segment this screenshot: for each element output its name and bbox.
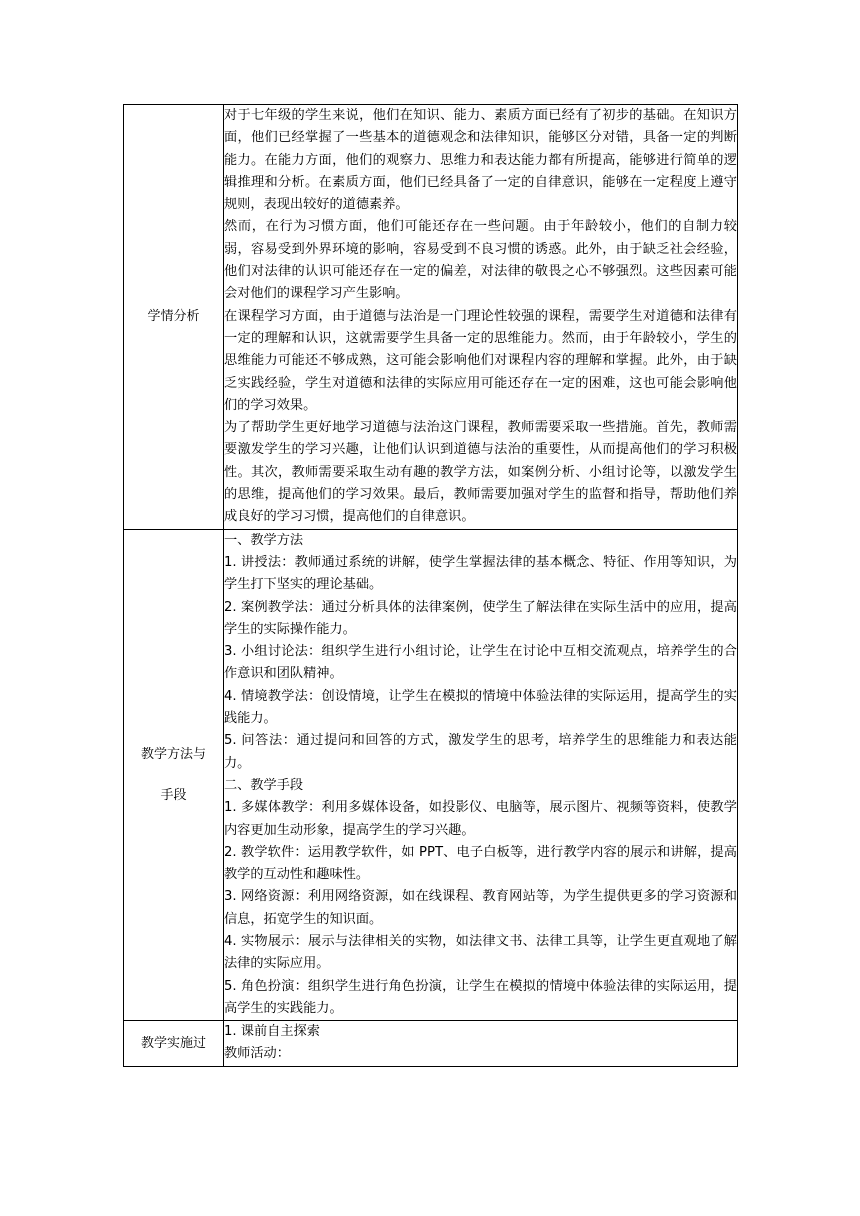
list-item: 1. 讲授法：教师通过系统的讲解，使学生掌握法律的基本概念、特征、作用等知识，为学生打下坚实的理论基础。 [224, 554, 737, 593]
list-item: 1. 多媒体教学：利用多媒体设备，如投影仪、电脑等，展示图片、视频等资料，使教学内容更加生动形象，提高学生的学习兴趣。 [224, 800, 737, 838]
teaching-methods-content [224, 529, 738, 1021]
student-analysis-content [224, 105, 738, 530]
list-item: 4. 实物展示：展示与法律相关的实物，如法律文书、法律工具等，让学生更直观地了解法律的实际应用。 [224, 933, 737, 972]
row-label-line: 手段 [160, 787, 187, 803]
paragraph: 对于七年级的学生来说，他们在知识、能力、素质方面已经有了初步的基础。在知识方面，他们已经掌握了一些基本的道德观念和法律知识，能够区分对错，具备一定的判断能力。在能力方面，他们的观察力、思维力和表达能力都有所提高，能够进行简单的逻辑推理和分析。在素质方面，他们已经具备了一定的自律意识，能够在一定程度上遵守规则，表现出较好的道德素养。 [224, 108, 737, 213]
list-item: 3. 网络资源：利用网络资源，如在线课程、教育网站等，为学生提供更多的学习资源和信息，拓宽学生的知识面。 [224, 889, 737, 927]
list-item: 教师活动： [224, 1046, 290, 1062]
paragraph: 然而，在行为习惯方面，他们可能还存在一些问题。由于年龄较小，他们的自制力较弱，容易受到外界环境的影响，容易受到不良习惯的诱惑。此外，由于缺乏社会经验，他们对法律的认识可能还存在一定的偏差，对法律的敬畏之心不够强烈。这些因素可能会对他们的课程学习产生影响。 [224, 219, 737, 302]
section-heading: 二、教学手段 [224, 777, 304, 793]
paragraph: 在课程学习方面，由于道德与法治是一门理论性较强的课程，需要学生对道德和法律有一定的理解和认识，这就需要学生具备一定的思维能力。然而，由于年龄较小，学生的思维能力可能还不够成熟，这可能会影响他们对课程内容的理解和掌握。此外，由于缺乏实践经验，学生对道德和法律的实际应用可能还存在一定的困难，这也可能会影响他们的学习效果。 [224, 308, 737, 413]
list-item: 2. 案例教学法：通过分析具体的法律案例，使学生了解法律在实际生活中的应用，提高学生的实际操作能力。 [224, 599, 737, 637]
list-item: 4. 情境教学法：创设情境，让学生在模拟的情境中体验法律的实际运用，提高学生的实践能力。 [224, 688, 737, 727]
list-item: 2. 教学软件：运用教学软件，如 PPT、电子白板等，进行教学内容的展示和讲解，提高教学的互动性和趣味性。 [224, 844, 737, 883]
lesson-plan-table [123, 104, 738, 1067]
row-label-teaching-methods [124, 529, 224, 1021]
list-item: 1. 课前自主探索 [224, 1024, 320, 1040]
table-row [124, 105, 738, 530]
list-item: 5. 问答法：通过提问和回答的方式，激发学生的思考，培养学生的思维能力和表达能力。 [224, 733, 737, 771]
row-label-student-analysis: 学情分析 [124, 105, 224, 530]
table-row [124, 529, 738, 1021]
section-heading: 一、教学方法 [224, 532, 304, 548]
row-label-line: 教学方法与 [140, 746, 206, 762]
paragraph: 为了帮助学生更好地学习道德与法治这门课程，教师需要采取一些措施。首先，教师需要激发学生的学习兴趣，让他们认识到道德与法治的重要性，从而提高他们的学习积极性。其次，教师需要采取生动有趣的教学方法，如案例分析、小组讨论等，以激发学生的思维，提高他们的学习效果。最后，教师需要加强对学生的监督和指导，帮助他们养成良好的学习习惯，提高他们的自律意识。 [224, 420, 737, 525]
list-item: 3. 小组讨论法：组织学生进行小组讨论，让学生在讨论中互相交流观点，培养学生的合作意识和团队精神。 [224, 644, 737, 682]
table-row [124, 1021, 738, 1067]
teaching-process-content [224, 1021, 738, 1067]
list-item: 5. 角色扮演：组织学生进行角色扮演，让学生在模拟的情境中体验法律的实际运用，提高学生的实践能力。 [224, 978, 737, 1016]
row-label-teaching-process: 教学实施过 [124, 1021, 224, 1067]
